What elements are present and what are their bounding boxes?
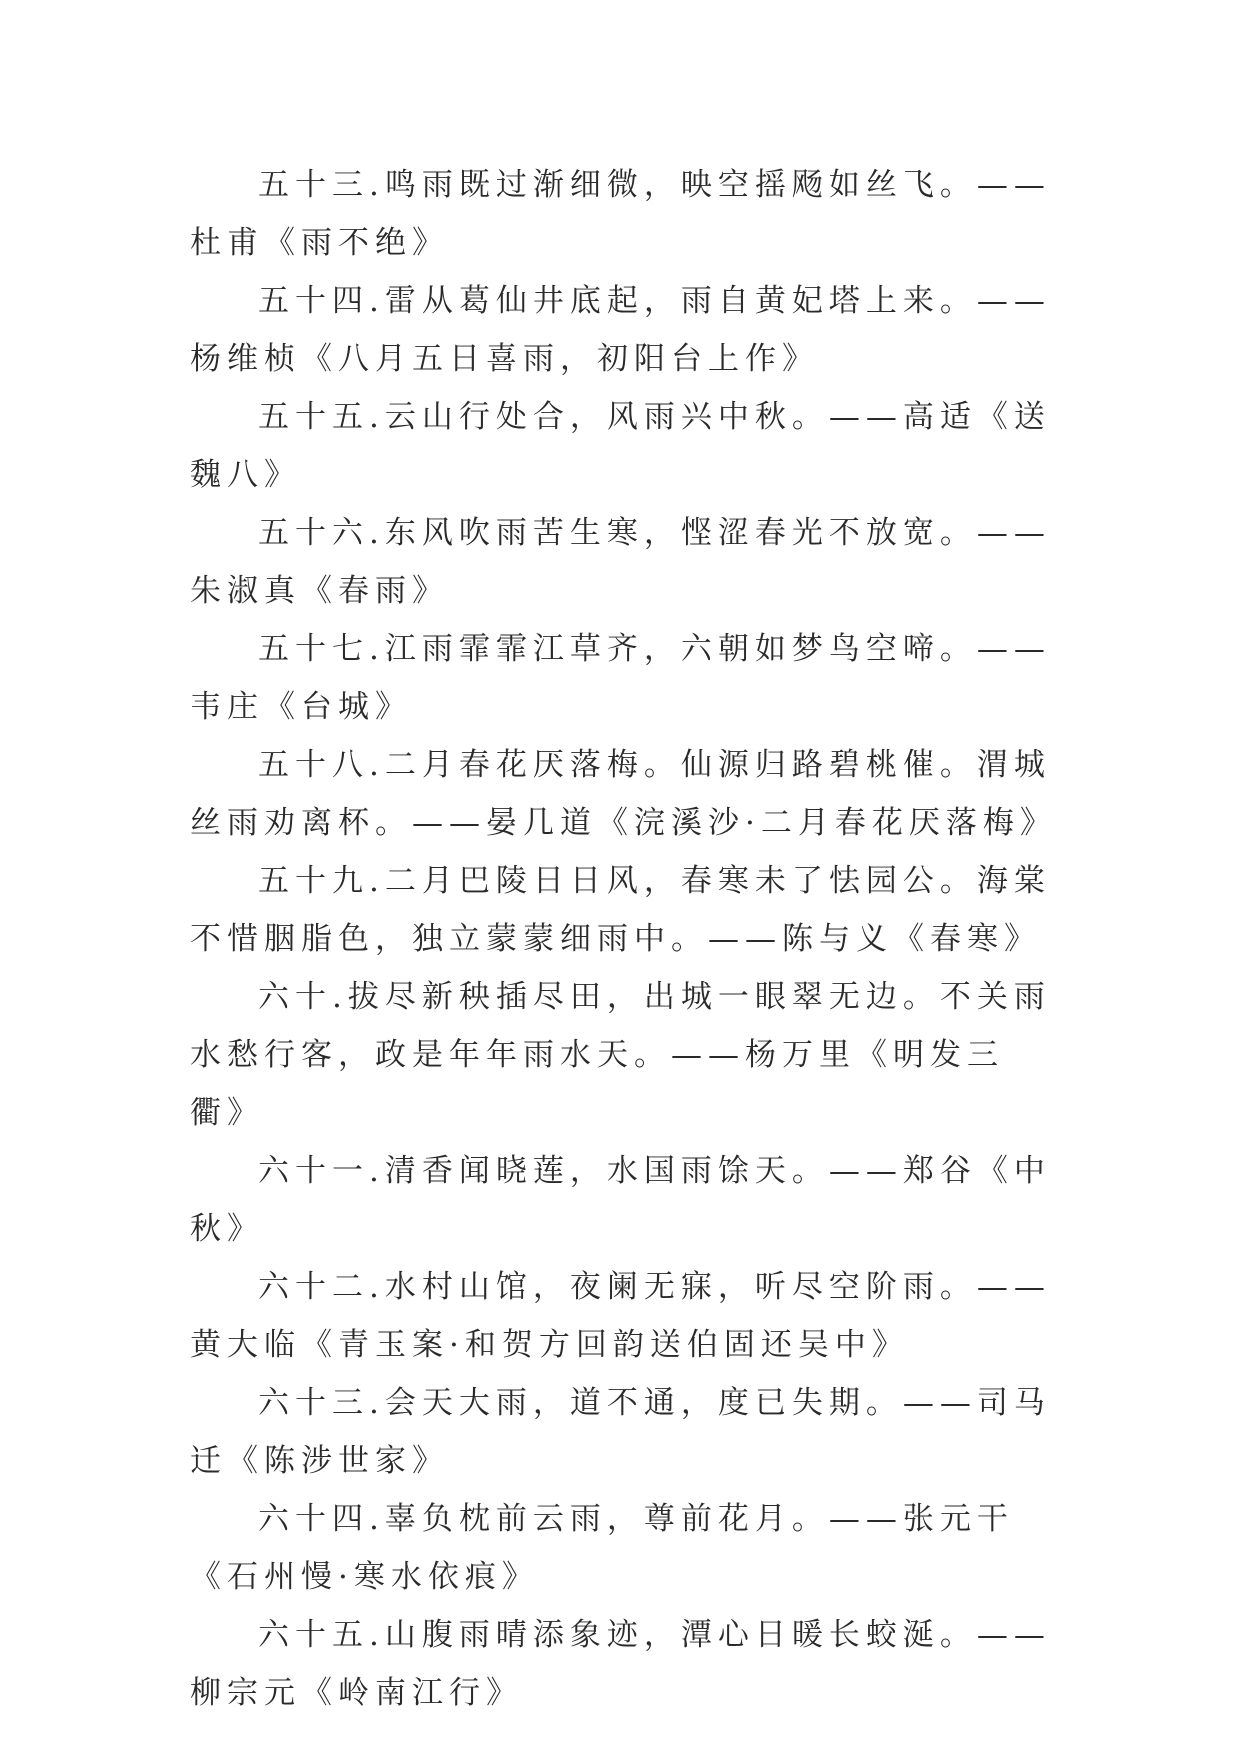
entry-number: 六十一. — [258, 1153, 385, 1189]
entry-text: 水村山馆，夜阑无寐，听尽空阶雨。——黄大临《青玉案·和贺方回韵送伯固还吴中》 — [190, 1269, 1051, 1363]
entry-text: 江雨霏霏江草齐，六朝如梦鸟空啼。——韦庄《台城》 — [190, 631, 1051, 725]
entry-text: 二月巴陵日日风，春寒未了怯园公。海棠不惜胭脂色，独立蒙蒙细雨中。——陈与义《春寒》 — [190, 863, 1051, 957]
entry-text: 云山行处合，风雨兴中秋。——高适《送魏八》 — [190, 399, 1051, 493]
entry-number: 六十五. — [258, 1617, 385, 1653]
entry-text: 东风吹雨苦生寒，悭涩春光不放宽。——朱淑真《春雨》 — [190, 515, 1051, 609]
poem-entry — [190, 504, 1052, 620]
entry-text: 拔尽新秧插尽田，出城一眼翠无边。不关雨水愁行客，政是年年雨水天。——杨万里《明发三衢》 — [190, 979, 1051, 1131]
poem-entry — [190, 388, 1052, 504]
entry-number: 五十四. — [258, 283, 385, 319]
entry-text: 清香闻晓莲，水国雨馀天。——郑谷《中秋》 — [190, 1153, 1051, 1247]
entry-number: 五十七. — [258, 631, 385, 667]
entry-number: 五十八. — [258, 747, 385, 783]
entry-text: 雷从葛仙井底起，雨自黄妃塔上来。——杨维桢《八月五日喜雨，初阳台上作》 — [190, 283, 1051, 377]
poem-entry — [190, 1142, 1052, 1258]
entry-number: 六十二. — [258, 1269, 385, 1305]
entry-text: 辜负枕前云雨，尊前花月。——张元干《石州慢·寒水依痕》 — [190, 1501, 1014, 1595]
poem-entry — [190, 852, 1052, 968]
entry-number: 六十. — [258, 979, 348, 1015]
poem-entry — [190, 968, 1052, 1142]
poem-entry — [190, 620, 1052, 736]
poem-entry — [190, 1258, 1052, 1374]
entry-text: 鸣雨既过渐细微，映空摇飏如丝飞。——杜甫《雨不绝》 — [190, 167, 1051, 261]
entry-number: 五十五. — [258, 399, 385, 435]
poem-entry — [190, 1374, 1052, 1490]
poem-entry — [190, 736, 1057, 852]
entry-text: 山腹雨晴添象迹，潭心日暖长蛟涎。——柳宗元《岭南江行》 — [190, 1617, 1051, 1711]
entry-number: 五十三. — [258, 167, 385, 203]
entry-number: 五十六. — [258, 515, 385, 551]
entry-text: 会天大雨，道不通，度已失期。——司马迁《陈涉世家》 — [190, 1385, 1051, 1479]
entry-number: 六十四. — [258, 1501, 385, 1537]
document-body — [190, 156, 1057, 1722]
entry-number: 六十三. — [258, 1385, 385, 1421]
poem-entry — [190, 272, 1052, 388]
poem-entry — [190, 156, 1052, 272]
poem-entry — [190, 1490, 1052, 1606]
entry-text: 二月春花厌落梅。仙源归路碧桃催。渭城丝雨劝离杯。——晏几道《浣溪沙·二月春花厌落梅》 — [190, 747, 1057, 841]
poem-entry — [190, 1606, 1052, 1722]
entry-number: 五十九. — [258, 863, 385, 899]
